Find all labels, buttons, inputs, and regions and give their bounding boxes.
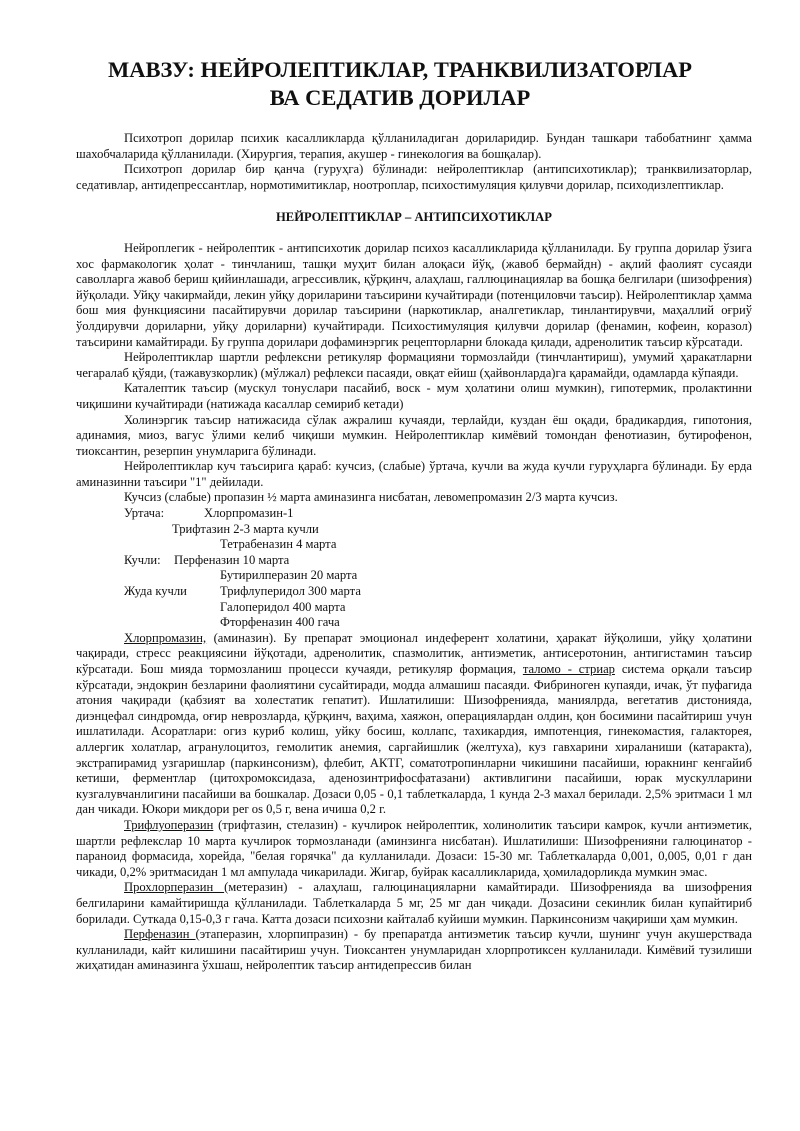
trifluoperazine-name: Трифлуоперазин — [124, 817, 214, 832]
strong-item-1: Перфеназин 10 марта — [174, 552, 290, 567]
strength-list — [76, 506, 752, 631]
paragraph-reflex: Нейролептиклар шартли рефлексни ретикуляр формацияни тормозлайди (тинчлантириш), умумий ҳаракатларни чегаралаб қўяди, (тажавузкорлик) (мўлжал) рефлекси пасаяди, овқат ейиш (ҳайвонларда)га қарамайди, одамларда кўпаяди. — [76, 350, 752, 380]
paragraph-prochlorperazine — [76, 880, 752, 927]
paragraph-cataleptic: Каталептик таъсир (мускул тонуслари пасайиб, воск - мум ҳолатини олиш мумкин), гипотермик, пролактинни чиқишини кучайтиради (натижада касаллар семириб кетади) — [76, 381, 752, 411]
medium-item-2: Трифтазин 2-3 марта кучли — [172, 521, 319, 536]
list-item — [76, 553, 752, 569]
paragraph-neuroplegic: Нейроплегик - нейролептик - антипсихотик дорилар психоз касалликларида қўлланилади. Бу группа дорилар ўзига хос фармакологик ҳолат - тинчланиш, ташқи муҳит билан алоқаси йўқ, (жавоб бермайдн) - ақлий фаолият сусаяди саволларга жавоб бериш қийинлашади, агрессивлик, қўрқинч, алаҳлаш, галлюцинациялар ва бошқа белгилари (шизофрения) йўқолади. Уйқу чакирмайди, лекин уйқу дориларини таъсирини кучайтиради (потенциловчи таъсир). Нейролептиклар ҳамма бош мия функциясини пасайтирувчи дорилар таъсирини (наркотиклар, аналгетиклар, тинлантирувчи, маҳаллий оғриў ўолдирувчи дориларни, уйқу дориларни) кучайтиради. Психостимуляция қилувчи дорилар (фенамин, кофеин, коразол) таъсирини камайтиради. Бу группа дорилари дофаминэргик рецепторларни блокада қилади, адренолитик таъсир кўрсатади. — [76, 240, 752, 349]
document-title — [60, 56, 740, 112]
title-line-2: ВА СЕДАТИВ ДОРИЛАР — [269, 85, 531, 110]
list-item — [76, 615, 752, 631]
very-strong-item-2: Галоперидол 400 марта — [220, 599, 346, 614]
medium-label: Уртача: — [124, 506, 165, 521]
very-strong-item-3: Фторфеназин 400 гача — [220, 615, 340, 630]
trifluoperazine-text: (трифтазин, стелазин) - кучлирок нейролептик, холинолитик таъсири камрок, кучли антиэметик, шартли рефлекслар 10 марта кучлирок тормозланади (аминзинга нисбатан). Ишлатилиши: Шизофренияни галюцинатор - параноид формасида, хорейда, "белая горячка" да кулланилади. Дозаси: 15-30 мг. Таблеткаларда 0,001, 0,005, 0,01 г дан чикади, 0,2% эритмасидан 1 мл ампулада чикарилади. Жигар, буйрак касалликларида, ҳомиладорликда мумкин эмас. — [76, 817, 752, 879]
list-item — [76, 568, 752, 584]
list-item — [76, 584, 752, 600]
list-item — [76, 600, 752, 616]
list-item — [76, 537, 752, 553]
paragraph-strength: Нейролептиклар куч таъсирига қараб: кучсиз, (слабые) ўртача, кучли ва жуда кучли гуруҳларга бўлинади. Бу ерда аминазинни таъсири "1" дейилади. — [76, 459, 752, 489]
very-strong-label: Жуда кучли — [124, 584, 187, 599]
paragraph-trifluoperazine — [76, 818, 752, 880]
paragraph-cholinergic: Холинэргик таъсир натижасида сўлак ажралиш кучаяди, терлайди, куздан ёш оқади, брадикардия, гипотония, адинамия, миоз, вагус ўлими келиб чиқиши мумкин. Нейролептиклар кимёвий томондан фенотиазин, бутирофенон, тиоксантин, резерпин унумларига бўлинади. — [76, 412, 752, 458]
list-item — [76, 522, 752, 538]
document-body — [76, 131, 752, 974]
perphenazine-text: (этаперазин, хлорпипразин) - бу препаратда антиэметик таъсир кучли, шунинг учун акушерствада кулланилади, кайт килишини пасайтириш учун. Тиоксантен унумларидан хлорпротиксен кулланилади. Кимёвий тузилиши жиҳатидан аминазинга ўхшаш, нейролептик таъсир антидепрессив билан — [76, 927, 752, 973]
chlorpromazine-name: Хлорпромазин, — [124, 630, 207, 645]
medium-item-1: Хлорпромазин-1 — [204, 506, 294, 521]
paragraph-perphenazine — [76, 927, 752, 974]
intro-paragraph-1: Психотроп дорилар психик касалликларда қўлланиладиган дориларидир. Бундан ташкари табобатнинг ҳамма шахобчаларида қўлланилади. (Хирургия, терапия, акушер - гинекология ва бошқалар). — [76, 131, 752, 161]
paragraph-chlorpromazine — [76, 631, 752, 818]
strong-label: Кучли: — [124, 552, 161, 567]
list-item — [76, 506, 752, 522]
section-heading: НЕЙРОЛЕПТИКЛАР – АНТИПСИХОТИКЛАР — [276, 210, 552, 225]
thalamo-striar-term: таломо - стриар — [522, 662, 615, 676]
perphenazine-name: Перфеназин — [124, 927, 196, 942]
paragraph-weak: Кучсиз (слабые) пропазин ½ марта аминазинга нисбатан, левомепромазин 2/3 марта кучсиз. — [124, 490, 618, 505]
strong-item-2: Бутирилперазин 20 марта — [220, 568, 358, 583]
chlorpromazine-text-b: системa орқали таъсир кўрсатади, эндокрин безларини фаолиятини сусайтиради, моддa алмашиш пасаяди. Фибриноген купаяди, ичак, ўт пуфагида атония чақиради (қабзият ва холестатик гепатит). Ишлатилиши: Шизофренияда, маниялрда, вегетатив дистонияда, диэнцефал синдромда, оғир неврозларда, қўрқинч, ваҳима, хаяжон, операциялардан олдин, қон босимини пасайтириш учун ишлатилади. Асоратлари: огиз куриб колиш, уйку босиш, коллапс, тахикардия, импотенция, гинекомастия, галакторея, аллергик холатлар, агранулоцитоз, гемолитик анемия, саргайишлик (желтуха), куз гавхарини хираланиши (катаракта), экстрапирамид узгаришлар (паркинсонизм), флебит, АКТГ, соматотропинларни чикишини пасайиши, юракнинг кенгайиб кетиши, ферментлар (цитохромоксидаза, аденозинтрифосфатазани) активлигини пасайиши, юрак мускулларини кузгалувчанлигини пасайиши ва бошкалар. Дозаси 0,05 - 0,1 таблеткаларда, 1 кунда 2-3 махал берилади. 2,5% эритмаси 1 мл дан чикади. Юкори микдори per os 0,5 г, вена ичиша 0,2 г. — [76, 662, 752, 817]
medium-item-3: Тетрабеназин 4 марта — [220, 537, 337, 552]
very-strong-item-1: Трифлуперидол 300 марта — [220, 584, 361, 599]
prochlorperazine-text: (метеразин) - алаҳлаш, галюцинацияларни камайтиради. Шизофренияда ва шизофрения белгиларини камайтиришда қўлланилади. Таблеткаларда 5 мг, 25 мг дан чиқади. Дозасини секинлик билан купайтириб борилади. Суткада 0,15-0,3 г гача. Катта дозаси психозни кайталаб куйиши мумкин. Паркинсонизм чақириши ҳам мумкин. — [76, 880, 753, 926]
intro-paragraph-2: Психотроп дорилар бир қанча (гуруҳга) бўлинади: нейролептиклар (антипсихотиклар); транквилизаторлар, седативлар, антидепрессантлар, нормотимитиклар, ноотроплар, психостимуляция қилувчи дорилар, психодизлептиклар. — [76, 162, 752, 192]
title-line-1: МАВЗУ: НЕЙРОЛЕПТИКЛАР, ТРАНКВИЛИЗАТОРЛАР — [107, 57, 693, 82]
prochlorperazine-name: Прохлорперазин — [124, 880, 225, 895]
chlorpromazine-text-a: (аминазин). Бу препарат эмоционал индеферент холатини, ҳаракат йўқолиши, уйқу ҳолатини чақиради, стресс реакциясини йўқотади, адренолитик, спазмолитик, антиэметик, антисеротонин, антигистамин таъсир кўрсатади. Бош мияда тормозланиш процесси кучаяди, ретикуляр формация, — [76, 630, 752, 676]
